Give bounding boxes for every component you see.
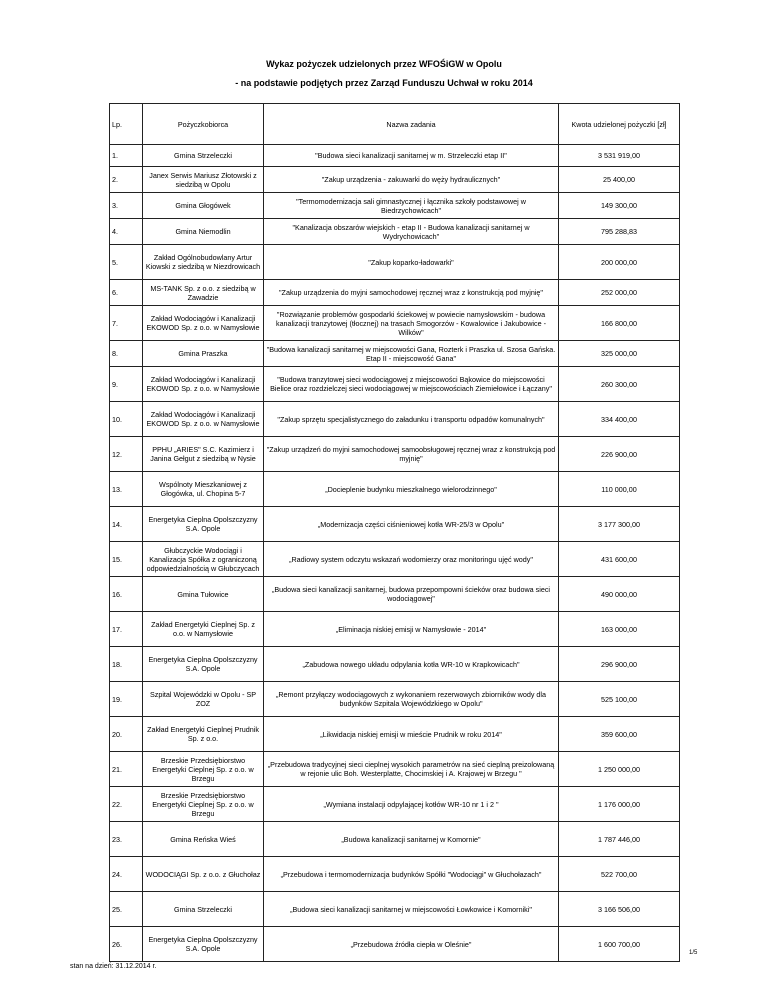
table-row (110, 682, 680, 717)
row-amount-cell: 490 000,00 (559, 577, 680, 612)
row-lp-cell: 18. (110, 647, 143, 682)
row-lp-cell: 8. (110, 341, 143, 367)
row-lp-cell: 23. (110, 822, 143, 857)
row-borrower-cell: Brzeskie Przedsiębiorstwo Energetyki Cieplnej Sp. z o.o. w Brzegu (143, 787, 264, 822)
row-task-cell: "Budowa sieci kanalizacji sanitarnej w m. Strzeleczki etap II" (264, 145, 559, 167)
row-lp-cell: 15. (110, 542, 143, 577)
table-row (110, 341, 680, 367)
row-task-cell: „Wymiana instalacji odpylającej kotłów WR-10 nr 1 i 2 " (264, 787, 559, 822)
row-task-cell: „Budowa sieci kanalizacji sanitarnej, budowa przepompowni ścieków oraz budowa sieci wodociągowej" (264, 577, 559, 612)
row-borrower-cell: Gmina Strzeleczki (143, 145, 264, 167)
row-borrower-cell: Gmina Niemodlin (143, 219, 264, 245)
row-task-cell: "Zakup urządzenia - zakuwarki do węży hydraulicznych" (264, 167, 559, 193)
table-row (110, 367, 680, 402)
row-lp-cell: 22. (110, 787, 143, 822)
row-task-cell: „Modernizacja części ciśnieniowej kotła WR-25/3 w Opolu" (264, 507, 559, 542)
table-row (110, 752, 680, 787)
row-lp-cell: 6. (110, 280, 143, 306)
loans-table (109, 103, 680, 962)
row-task-cell: "Zakup sprzętu specjalistycznego do załadunku i transportu odpadów komunalnych" (264, 402, 559, 437)
row-task-cell: "Termomodernizacja sali gimnastycznej i łącznika szkoły podstawowej w Biedrzychowicach" (264, 193, 559, 219)
row-lp-cell: 4. (110, 219, 143, 245)
table-row (110, 167, 680, 193)
row-amount-cell: 1 787 446,00 (559, 822, 680, 857)
row-task-cell: „Likwidacja niskiej emisji w mieście Prudnik w roku 2014" (264, 717, 559, 752)
row-borrower-cell: Janex Serwis Mariusz Złotowski z siedzibą w Opolu (143, 167, 264, 193)
row-lp-cell: 5. (110, 245, 143, 280)
row-amount-cell: 200 000,00 (559, 245, 680, 280)
row-amount-cell: 252 000,00 (559, 280, 680, 306)
row-lp-cell: 26. (110, 927, 143, 962)
row-borrower-cell: Gmina Tułowice (143, 577, 264, 612)
table-row (110, 892, 680, 927)
table-header (110, 104, 680, 145)
row-borrower-cell: Energetyka Cieplna Opolszczyzny S.A. Opole (143, 507, 264, 542)
row-amount-cell: 795 288,83 (559, 219, 680, 245)
table-row (110, 507, 680, 542)
row-task-cell: „Przebudowa źródła ciepła w Oleśnie" (264, 927, 559, 962)
table-row (110, 577, 680, 612)
row-lp-cell: 20. (110, 717, 143, 752)
row-lp-cell: 24. (110, 857, 143, 892)
row-borrower-cell: Gmina Praszka (143, 341, 264, 367)
row-amount-cell: 3 166 506,00 (559, 892, 680, 927)
row-lp-cell: 1. (110, 145, 143, 167)
table-row (110, 306, 680, 341)
row-lp-cell: 19. (110, 682, 143, 717)
row-amount-cell: 359 600,00 (559, 717, 680, 752)
row-amount-cell: 3 531 919,00 (559, 145, 680, 167)
row-borrower-cell: PPHU „ARIES" S.C. Kazimierz i Janina Gełgut z siedzibą w Nysie (143, 437, 264, 472)
table-row (110, 612, 680, 647)
row-amount-cell: 25 400,00 (559, 167, 680, 193)
row-amount-cell: 163 000,00 (559, 612, 680, 647)
row-lp-cell: 7. (110, 306, 143, 341)
row-task-cell: "Zakup urządzeń do myjni samochodowej samoobsługowej ręcznej wraz z konstrukcją pod myjnię" (264, 437, 559, 472)
table-row (110, 145, 680, 167)
row-borrower-cell: Wspólnoty Mieszkaniowej z Głogówka, ul. Chopina 5-7 (143, 472, 264, 507)
row-task-cell: „Budowa kanalizacji sanitarnej w Komornie" (264, 822, 559, 857)
row-borrower-cell: Gmina Reńska Wieś (143, 822, 264, 857)
row-lp-cell: 9. (110, 367, 143, 402)
row-borrower-cell: Zakład Energetyki Cieplnej Prudnik Sp. z o.o. (143, 717, 264, 752)
row-lp-cell: 17. (110, 612, 143, 647)
row-task-cell: "Zakup urządzenia do myjni samochodowej ręcznej wraz z konstrukcją pod myjnię" (264, 280, 559, 306)
row-borrower-cell: WODOCIĄGI Sp. z o.o. z Głuchołaz (143, 857, 264, 892)
row-borrower-cell: Gmina Głogówek (143, 193, 264, 219)
row-lp-cell: 13. (110, 472, 143, 507)
row-borrower-cell: Energetyka Cieplna Opolszczyzny S.A. Opole (143, 927, 264, 962)
row-task-cell: „Zabudowa nowego układu odpylania kotła WR-10 w Krapkowicach" (264, 647, 559, 682)
row-task-cell: „Eliminacja niskiej emisji w Namysłowie - 2014" (264, 612, 559, 647)
table-row (110, 437, 680, 472)
table-row (110, 787, 680, 822)
row-amount-cell: 431 600,00 (559, 542, 680, 577)
table-row (110, 193, 680, 219)
row-borrower-cell: Zakład Wodociągów i Kanalizacji EKOWOD Sp. z o.o. w Namysłowie (143, 402, 264, 437)
row-lp-cell: 14. (110, 507, 143, 542)
row-borrower-cell: Zakład Wodociągów i Kanalizacji EKOWOD Sp. z o.o. w Namysłowie (143, 306, 264, 341)
row-lp-cell: 10. (110, 402, 143, 437)
row-borrower-cell: Brzeskie Przedsiębiorstwo Energetyki Cieplnej Sp. z o.o. w Brzegu (143, 752, 264, 787)
row-borrower-cell: Energetyka Cieplna Opolszczyzny S.A. Opole (143, 647, 264, 682)
row-borrower-cell: Zakład Wodociągów i Kanalizacji EKOWOD Sp. z o.o. w Namysłowie (143, 367, 264, 402)
table-body (110, 145, 680, 962)
row-borrower-cell: Szpital Wojewódzki w Opolu - SP ZOZ (143, 682, 264, 717)
column-header-borrower: Pożyczkobiorca (143, 104, 264, 145)
row-amount-cell: 334 400,00 (559, 402, 680, 437)
table-row (110, 717, 680, 752)
row-amount-cell: 325 000,00 (559, 341, 680, 367)
row-task-cell: „Budowa sieci kanalizacji sanitarnej w miejscowości Łowkowice i Komorniki" (264, 892, 559, 927)
table-row (110, 219, 680, 245)
document-subtitle: - na podstawie podjętych przez Zarząd Funduszu Uchwał w roku 2014 (235, 78, 533, 88)
table-row (110, 647, 680, 682)
row-amount-cell: 3 177 300,00 (559, 507, 680, 542)
row-amount-cell: 1 600 700,00 (559, 927, 680, 962)
table-row (110, 402, 680, 437)
row-task-cell: "Budowa kanalizacji sanitarnej w miejscowości Gana, Rozterk i Praszka ul. Szosa Gańska. Etap II - miejscowość Gana" (264, 341, 559, 367)
row-amount-cell: 149 300,00 (559, 193, 680, 219)
column-header-task: Nazwa zadania (264, 104, 559, 145)
row-amount-cell: 525 100,00 (559, 682, 680, 717)
row-task-cell: "Rozwiązanie problemów gospodarki ściekowej w powiecie namysłowskim - budowa kanalizacji tranzytowej (tłocznej) na trasach Smogorzów - Kowalowice i Jakubowice - Wilków" (264, 306, 559, 341)
column-header-amount: Kwota udzielonej pożyczki [zł] (559, 104, 680, 145)
row-borrower-cell: Gmina Strzeleczki (143, 892, 264, 927)
row-borrower-cell: Zakład Ogólnobudowlany Artur Kiowski z siedzibą w Niezdrowicach (143, 245, 264, 280)
row-amount-cell: 522 700,00 (559, 857, 680, 892)
row-amount-cell: 166 800,00 (559, 306, 680, 341)
row-task-cell: "Kanalizacja obszarów wiejskich - etap II - Budowa kanalizacji sanitarnej w Wydrychowicach" (264, 219, 559, 245)
row-amount-cell: 110 000,00 (559, 472, 680, 507)
row-task-cell: „Remont przyłączy wodociągowych z wykonaniem rezerwowych zbiorników wody dla budynków Szpitala Wojewódzkiego w Opolu" (264, 682, 559, 717)
row-amount-cell: 296 900,00 (559, 647, 680, 682)
row-amount-cell: 1 176 000,00 (559, 787, 680, 822)
document-title: Wykaz pożyczek udzielonych przez WFOŚiGW w Opolu (266, 59, 502, 69)
row-lp-cell: 16. (110, 577, 143, 612)
column-header-lp: Lp. (110, 104, 143, 145)
row-borrower-cell: MS-TANK Sp. z o.o. z siedzibą w Zawadzie (143, 280, 264, 306)
row-borrower-cell: Zakład Energetyki Cieplnej Sp. z o.o. w Namysłowie (143, 612, 264, 647)
row-amount-cell: 1 250 000,00 (559, 752, 680, 787)
page-number: 1/5 (689, 950, 698, 956)
row-lp-cell: 3. (110, 193, 143, 219)
row-amount-cell: 260 300,00 (559, 367, 680, 402)
row-task-cell: "Budowa tranzytowej sieci wodociągowej z miejscowości Bąkowice do miejscowości Bielice oraz rozdzielczej sieci wodociągowej w miejscowościach Ziemiełowice i Łączany" (264, 367, 559, 402)
row-lp-cell: 21. (110, 752, 143, 787)
header-row (110, 104, 680, 145)
row-amount-cell: 226 900,00 (559, 437, 680, 472)
table-row (110, 857, 680, 892)
table-row (110, 927, 680, 962)
row-task-cell: „Radiowy system odczytu wskazań wodomierzy oraz monitoringu ujęć wody" (264, 542, 559, 577)
table-row (110, 822, 680, 857)
table-row (110, 542, 680, 577)
table-row (110, 245, 680, 280)
row-task-cell: „Docieplenie budynku mieszkalnego wielorodzinnego" (264, 472, 559, 507)
row-lp-cell: 25. (110, 892, 143, 927)
date-note: stan na dzień: 31.12.2014 r. (70, 963, 157, 970)
row-borrower-cell: Głubczyckie Wodociągi i Kanalizacja Spółka z ograniczoną odpowiedzialnością w Głubczycach (143, 542, 264, 577)
row-lp-cell: 12. (110, 437, 143, 472)
row-task-cell: „Przebudowa tradycyjnej sieci cieplnej wysokich parametrów na sieć cieplną preizolowaną w rejonie ulic Boh. Westerplatte, Chocimskiej i A. Krajowej w Brzegu " (264, 752, 559, 787)
row-lp-cell: 2. (110, 167, 143, 193)
table-row (110, 472, 680, 507)
row-task-cell: "Zakup koparko-ładowarki" (264, 245, 559, 280)
table-row (110, 280, 680, 306)
row-task-cell: „Przebudowa i termomodernizacja budynków Spółki "Wodociągi" w Głuchołazach" (264, 857, 559, 892)
